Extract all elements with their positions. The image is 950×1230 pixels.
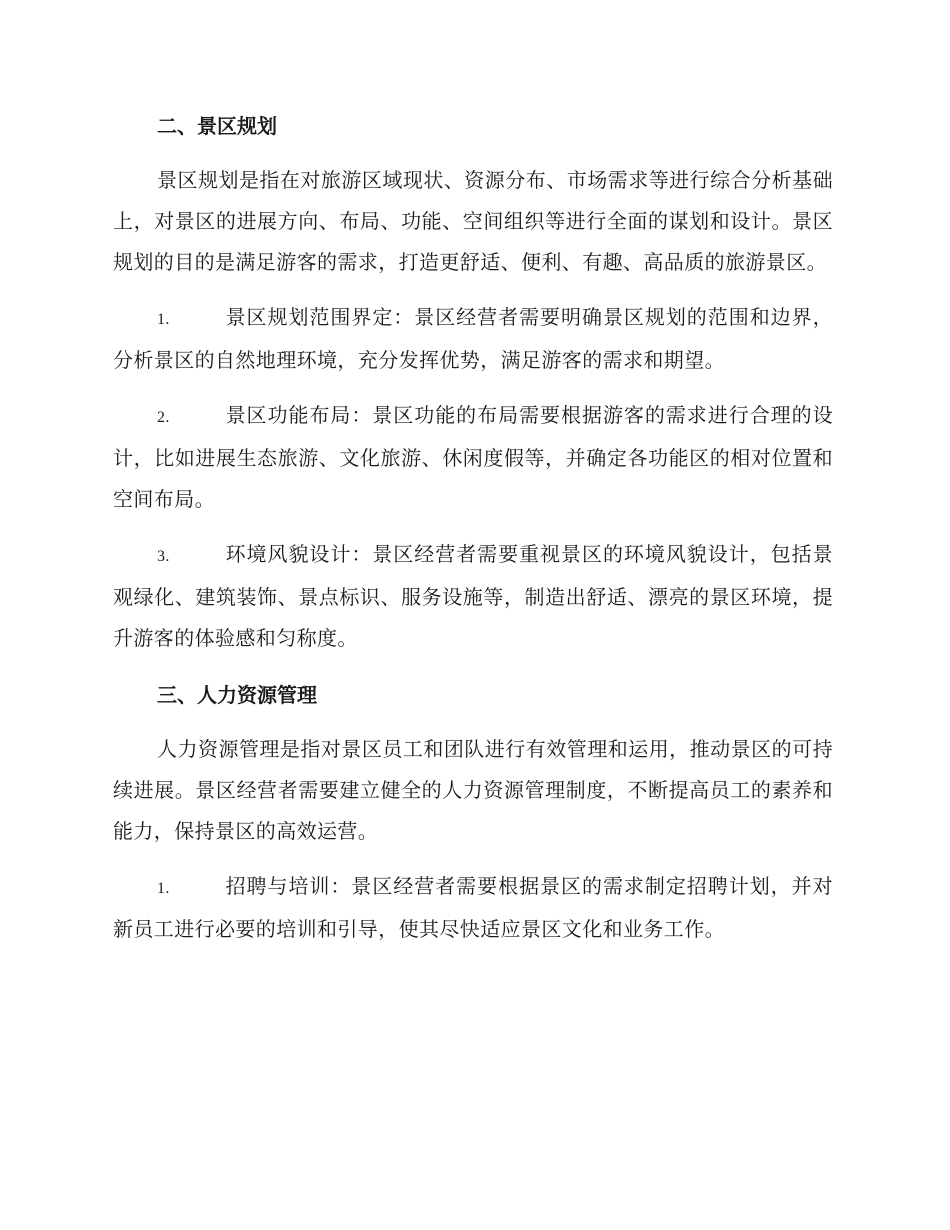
paragraph-planning-intro: 景区规划是指在对旅游区域现状、资源分布、市场需求等进行综合分析基础上，对景区的进展方向、布局、功能、空间组织等进行全面的谋划和设计。景区规划的目的是满足游客的需求，打造更舒适、便利、有趣、高品质的旅游景区。 (113, 168, 833, 274)
list-item (113, 297, 833, 381)
list-item-number: 2. (157, 409, 170, 426)
list-item-text: 招聘与培训：景区经营者需要根据景区的需求制定招聘计划，并对新员工进行必要的培训和引导，使其尽快适应景区文化和业务工作。 (113, 874, 833, 941)
section-heading-hr: 三、人力资源管理 (157, 683, 317, 707)
list-item (113, 534, 833, 659)
list-item-text: 景区功能布局：景区功能的布局需要根据游客的需求进行合理的设计，比如进展生态旅游、文化旅游、休闲度假等，并确定各功能区的相对位置和空间布局。 (113, 403, 833, 511)
section-heading-planning: 二、景区规划 (157, 114, 277, 138)
list-item-text: 景区规划范围界定：景区经营者需要明确景区规划的范围和边界，分析景区的自然地理环境，充分发挥优势，满足游客的需求和期望。 (113, 305, 833, 372)
list-item (113, 395, 833, 520)
list-item-text: 环境风貌设计：景区经营者需要重视景区的环境风貌设计，包括景观绿化、建筑装饰、景点标识、服务设施等，制造出舒适、漂亮的景区环境，提升游客的体验感和匀称度。 (113, 542, 833, 650)
list-item (113, 866, 833, 950)
list-item-number: 1. (157, 311, 170, 328)
list-item-number: 3. (157, 548, 170, 565)
paragraph-hr-intro: 人力资源管理是指对景区员工和团队进行有效管理和运用，推动景区的可持续进展。景区经营者需要建立健全的人力资源管理制度，不断提高员工的素养和能力，保持景区的高效运营。 (113, 737, 833, 843)
list-item-number: 1. (157, 880, 170, 897)
document-body (113, 104, 833, 950)
